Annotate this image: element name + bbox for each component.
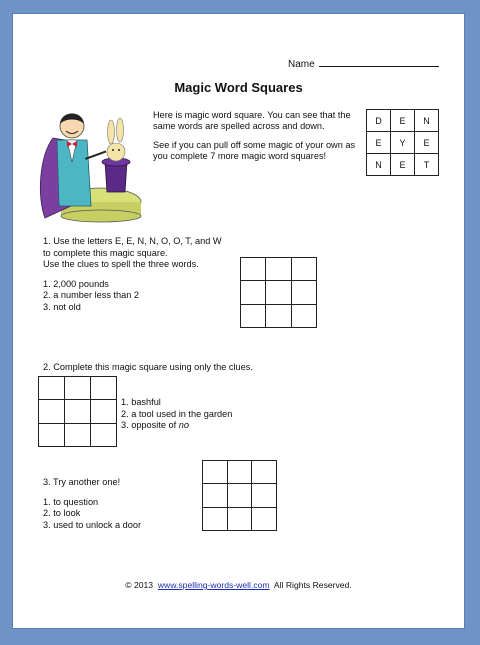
- section-1-instruction: to complete this magic square.: [43, 247, 168, 258]
- name-field[interactable]: [288, 56, 439, 70]
- magician-illustration: [31, 102, 143, 224]
- name-label: Name: [288, 59, 315, 70]
- answer-cell[interactable]: [39, 424, 65, 447]
- rabbit-ear-right: [117, 118, 124, 142]
- answer-cell[interactable]: [292, 258, 317, 281]
- answer-cell[interactable]: [252, 484, 277, 507]
- answer-cell[interactable]: [65, 400, 91, 423]
- spacer: [43, 489, 203, 497]
- section-1: [43, 236, 263, 313]
- magic-square-3: [202, 460, 277, 531]
- answer-cell[interactable]: [91, 424, 117, 447]
- section-1-instruction: Use the clues to spell the three words.: [43, 259, 199, 269]
- section-1-clue: 2. a number less than 2: [43, 290, 140, 300]
- example-cell: Y: [391, 132, 415, 154]
- rabbit-ear-left: [108, 120, 115, 144]
- answer-cell[interactable]: [228, 484, 253, 507]
- section-1-clue: 3. not old: [43, 301, 81, 312]
- section-1-clue: 1. 2,000 pounds: [43, 278, 109, 289]
- answer-cell[interactable]: [252, 461, 277, 484]
- answer-cell[interactable]: [203, 484, 228, 507]
- rabbit-eye: [112, 149, 114, 151]
- intro-paragraph-2: See if you can pull off some magic of your own as you complete 7 more magic word squares!: [153, 140, 356, 161]
- rabbit-eye: [118, 149, 120, 151]
- table-bottom: [61, 210, 141, 222]
- section-2-clue: 2. a tool used in the garden: [121, 408, 233, 419]
- page-title: Magic Word Squares: [174, 80, 303, 95]
- worksheet-page: [13, 14, 464, 628]
- intro-text: [153, 110, 358, 170]
- section-3: [43, 477, 203, 531]
- rights-text: All Rights Reserved.: [273, 580, 352, 590]
- answer-cell[interactable]: [39, 400, 65, 423]
- answer-cell[interactable]: [292, 305, 317, 328]
- answer-cell[interactable]: [241, 281, 266, 304]
- example-cell: E: [391, 110, 415, 132]
- answer-cell[interactable]: [228, 508, 253, 531]
- top-hat: [105, 162, 127, 192]
- section-3-clue: 1. to question: [43, 496, 99, 507]
- answer-cell[interactable]: [252, 508, 277, 531]
- magic-square-1: [240, 257, 317, 328]
- answer-cell[interactable]: [203, 508, 228, 531]
- answer-cell[interactable]: [65, 377, 91, 400]
- section-3-instruction: 3. Try another one!: [43, 477, 121, 487]
- example-cell: E: [391, 154, 415, 176]
- section-3-clue: 2. to look: [43, 508, 81, 518]
- clue-word: no: [178, 420, 189, 430]
- example-cell: T: [415, 154, 439, 176]
- answer-cell[interactable]: [203, 461, 228, 484]
- example-cell: D: [367, 110, 391, 132]
- example-cell: E: [415, 132, 439, 154]
- section-3-clue: 3. used to unlock a door: [43, 519, 142, 530]
- footer: [13, 580, 464, 590]
- copyright-text: © 2013: [125, 580, 154, 590]
- section-2-instruction: 2. Complete this magic square using only the clues.: [43, 362, 253, 372]
- example-magic-square: [366, 109, 439, 176]
- answer-cell[interactable]: [228, 461, 253, 484]
- name-line[interactable]: [319, 56, 439, 67]
- section-2-clues: [121, 397, 301, 432]
- answer-cell[interactable]: [241, 305, 266, 328]
- answer-cell[interactable]: [266, 258, 291, 281]
- section-1-instruction: 1. Use the letters E, E, N, N, O, O, T, and W: [43, 236, 222, 246]
- example-cell: N: [415, 110, 439, 132]
- answer-cell[interactable]: [241, 258, 266, 281]
- answer-cell[interactable]: [91, 400, 117, 423]
- spacer: [43, 271, 263, 279]
- section-2-clue: 1. bashful: [121, 397, 161, 407]
- rabbit-head: [107, 143, 125, 161]
- example-cell: E: [367, 132, 391, 154]
- example-cell: N: [367, 154, 391, 176]
- answer-cell[interactable]: [266, 305, 291, 328]
- answer-cell[interactable]: [39, 377, 65, 400]
- answer-cell[interactable]: [91, 377, 117, 400]
- answer-cell[interactable]: [292, 281, 317, 304]
- magic-square-2: [38, 376, 117, 447]
- answer-cell[interactable]: [65, 424, 91, 447]
- clue-prefix: 3. opposite of: [121, 420, 179, 430]
- answer-cell[interactable]: [266, 281, 291, 304]
- website-link[interactable]: www.spelling-words-well.com: [157, 580, 270, 590]
- section-2-clue: [121, 420, 301, 432]
- intro-paragraph-1: Here is magic word square. You can see that the same words are spelled across and down.: [153, 110, 351, 131]
